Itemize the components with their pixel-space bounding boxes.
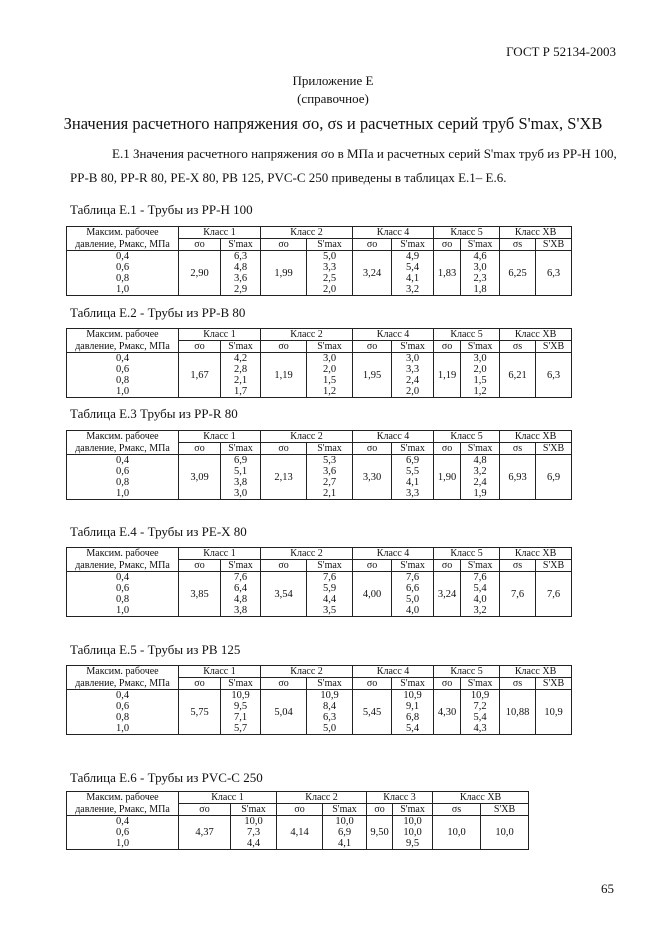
smax-cell: 7,1	[221, 712, 261, 723]
intro-paragraph: Е.1 Значения расчетного напряжения σо в МПа и расчетных серий S'max труб из PP-H 100, PP-B 80, PP-R 80, PE-X 80, PB 125, PVC-C 250 приведены в таблицах Е.1– Е.6.	[70, 146, 617, 185]
class-header: Класс 2	[261, 548, 353, 560]
smax-cell: 6,3	[221, 251, 261, 263]
pressure-header-units: давление, Рмакс, МПа	[67, 341, 179, 353]
subheader-cell: S'XB	[481, 804, 529, 816]
sigma-cell: 1,99	[261, 251, 307, 296]
subheader-cell: S'max	[392, 443, 434, 455]
pressure-header: Максим. рабочее	[67, 666, 179, 678]
sigma-cell: 10,0	[433, 816, 481, 850]
subheader-cell: σs	[500, 341, 536, 353]
subheader-cell: S'max	[461, 239, 500, 251]
class-header: Класс 2	[261, 227, 353, 239]
sxb-cell: 10,9	[536, 690, 572, 735]
class-header: Класс ХВ	[433, 792, 529, 804]
class-header: Класс ХВ	[500, 227, 572, 239]
pressure-cell: 0,4	[67, 251, 179, 263]
smax-cell: 4,8	[461, 455, 500, 467]
subheader-cell: σо	[261, 443, 307, 455]
smax-cell: 2,9	[221, 284, 261, 296]
sigma-cell: 1,19	[261, 353, 307, 398]
smax-cell: 2,4	[461, 477, 500, 488]
smax-cell: 2,4	[392, 375, 434, 386]
pressure-cell: 0,4	[67, 572, 179, 584]
smax-cell: 3,2	[461, 605, 500, 617]
sxb-cell: 10,0	[481, 816, 529, 850]
smax-cell: 2,8	[221, 364, 261, 375]
subheader-cell: σо	[434, 678, 461, 690]
table-caption: Таблица Е.5 - Трубы из PB 125	[70, 642, 241, 657]
subheader-cell: σо	[261, 560, 307, 572]
smax-cell: 7,6	[392, 572, 434, 584]
standard-code: ГОСТ Р 52134-2003	[506, 44, 616, 59]
smax-cell: 10,0	[231, 816, 277, 828]
subheader-cell: σо	[353, 341, 392, 353]
smax-cell: 5,4	[461, 712, 500, 723]
data-table	[66, 430, 572, 500]
smax-cell: 7,6	[221, 572, 261, 584]
subheader-cell: σо	[261, 341, 307, 353]
data-table	[66, 791, 529, 850]
smax-cell: 1,2	[461, 386, 500, 398]
smax-cell: 6,4	[221, 583, 261, 594]
class-header: Класс 5	[434, 666, 500, 678]
smax-cell: 4,1	[392, 477, 434, 488]
sigma-cell: 4,37	[179, 816, 231, 850]
smax-cell: 1,2	[307, 386, 353, 398]
smax-cell: 10,0	[393, 827, 433, 838]
sigma-cell: 6,93	[500, 455, 536, 500]
sigma-cell: 3,54	[261, 572, 307, 617]
sigma-cell: 3,30	[353, 455, 392, 500]
pressure-cell: 0,6	[67, 262, 179, 273]
pressure-cell: 1,0	[67, 488, 179, 500]
sxb-cell: 7,6	[536, 572, 572, 617]
class-header: Класс 4	[353, 548, 434, 560]
sigma-cell: 6,21	[500, 353, 536, 398]
data-table	[66, 665, 572, 735]
subheader-cell: S'max	[221, 560, 261, 572]
smax-cell: 4,8	[221, 594, 261, 605]
smax-cell: 5,3	[307, 455, 353, 467]
class-header: Класс 1	[179, 666, 261, 678]
smax-cell: 5,0	[307, 723, 353, 735]
smax-cell: 1,9	[461, 488, 500, 500]
subheader-cell: S'max	[461, 560, 500, 572]
sigma-cell: 10,88	[500, 690, 536, 735]
pressure-cell: 0,6	[67, 827, 179, 838]
class-header: Класс 5	[434, 227, 500, 239]
pressure-cell: 0,4	[67, 816, 179, 828]
appendix-title: Приложение Е	[292, 73, 374, 88]
class-header: Класс ХВ	[500, 329, 572, 341]
appendix-note: (справочное)	[297, 91, 369, 106]
smax-cell: 10,9	[221, 690, 261, 702]
pressure-header-units: давление, Рмакс, МПа	[67, 239, 179, 251]
pressure-cell: 1,0	[67, 838, 179, 850]
subheader-cell: σо	[434, 443, 461, 455]
subheader-cell: σs	[500, 443, 536, 455]
sigma-cell: 7,6	[500, 572, 536, 617]
subheader-cell: σо	[179, 239, 221, 251]
class-header: Класс 3	[367, 792, 433, 804]
subheader-cell: S'max	[221, 678, 261, 690]
smax-cell: 2,0	[392, 386, 434, 398]
subheader-cell: σо	[179, 804, 231, 816]
subheader-cell: σо	[434, 341, 461, 353]
smax-cell: 10,9	[392, 690, 434, 702]
pressure-cell: 0,8	[67, 477, 179, 488]
sigma-cell: 4,30	[434, 690, 461, 735]
smax-cell: 2,0	[307, 284, 353, 296]
sigma-cell: 1,67	[179, 353, 221, 398]
subheader-cell: σо	[277, 804, 323, 816]
smax-cell: 3,2	[461, 466, 500, 477]
subheader-cell: S'max	[461, 443, 500, 455]
smax-cell: 5,4	[392, 723, 434, 735]
smax-cell: 10,9	[461, 690, 500, 702]
sxb-cell: 6,9	[536, 455, 572, 500]
class-header: Класс 5	[434, 431, 500, 443]
pressure-cell: 0,6	[67, 364, 179, 375]
class-header: Класс 2	[261, 666, 353, 678]
smax-cell: 8,4	[307, 701, 353, 712]
pressure-cell: 0,4	[67, 690, 179, 702]
smax-cell: 1,5	[307, 375, 353, 386]
smax-cell: 2,0	[307, 364, 353, 375]
smax-cell: 3,8	[221, 477, 261, 488]
subheader-cell: σs	[500, 239, 536, 251]
sigma-cell: 4,14	[277, 816, 323, 850]
sigma-cell: 1,19	[434, 353, 461, 398]
smax-cell: 3,0	[461, 262, 500, 273]
sigma-cell: 1,90	[434, 455, 461, 500]
sigma-cell: 1,95	[353, 353, 392, 398]
smax-cell: 3,6	[221, 273, 261, 284]
smax-cell: 7,3	[231, 827, 277, 838]
pressure-header-units: давление, Рмакс, МПа	[67, 678, 179, 690]
smax-cell: 7,6	[461, 572, 500, 584]
sigma-cell: 3,85	[179, 572, 221, 617]
smax-cell: 2,0	[461, 364, 500, 375]
sigma-cell: 6,25	[500, 251, 536, 296]
smax-cell: 1,5	[461, 375, 500, 386]
pressure-cell: 0,6	[67, 583, 179, 594]
smax-cell: 5,4	[392, 262, 434, 273]
pressure-cell: 0,4	[67, 455, 179, 467]
smax-cell: 3,3	[392, 488, 434, 500]
subheader-cell: S'max	[323, 804, 367, 816]
subheader-cell: σо	[353, 239, 392, 251]
subheader-cell: S'max	[392, 239, 434, 251]
class-header: Класс 1	[179, 792, 277, 804]
pressure-header: Максим. рабочее	[67, 431, 179, 443]
smax-cell: 7,2	[461, 701, 500, 712]
smax-cell: 5,9	[307, 583, 353, 594]
sigma-cell: 2,90	[179, 251, 221, 296]
pressure-header-units: давление, Рмакс, МПа	[67, 443, 179, 455]
subheader-cell: S'max	[221, 443, 261, 455]
pressure-cell: 0,8	[67, 712, 179, 723]
subheader-cell: S'XB	[536, 239, 572, 251]
smax-cell: 4,6	[461, 251, 500, 263]
class-header: Класс 4	[353, 666, 434, 678]
class-header: Класс 4	[353, 227, 434, 239]
subheader-cell: S'max	[221, 341, 261, 353]
subheader-cell: S'max	[461, 341, 500, 353]
subheader-cell: S'max	[461, 678, 500, 690]
table-caption: Таблица Е.1 - Трубы из PP-H 100	[70, 202, 253, 217]
subheader-cell: σо	[353, 443, 392, 455]
subheader-cell: σо	[179, 341, 221, 353]
smax-cell: 3,3	[392, 364, 434, 375]
subheader-cell: S'max	[392, 341, 434, 353]
section-title: Значения расчетного напряжения σо, σs и расчетных серий труб S'max, S'XB	[63, 114, 603, 133]
smax-cell: 4,1	[323, 838, 367, 850]
sigma-cell: 5,75	[179, 690, 221, 735]
subheader-cell: S'XB	[536, 678, 572, 690]
class-header: Класс 5	[434, 548, 500, 560]
smax-cell: 6,9	[221, 455, 261, 467]
subheader-cell: σо	[179, 443, 221, 455]
table-caption: Таблица Е.6 - Трубы из PVC-C 250	[70, 770, 263, 785]
class-header: Класс 1	[179, 227, 261, 239]
table-caption: Таблица Е.2 - Трубы из PP-B 80	[70, 305, 246, 320]
smax-cell: 3,0	[307, 353, 353, 365]
smax-cell: 9,1	[392, 701, 434, 712]
class-header: Класс ХВ	[500, 548, 572, 560]
pressure-header: Максим. рабочее	[67, 792, 179, 804]
smax-cell: 5,1	[221, 466, 261, 477]
smax-cell: 4,0	[392, 605, 434, 617]
pressure-cell: 0,6	[67, 466, 179, 477]
sigma-cell: 5,04	[261, 690, 307, 735]
pressure-cell: 0,4	[67, 353, 179, 365]
sxb-cell: 6,3	[536, 251, 572, 296]
pressure-cell: 1,0	[67, 723, 179, 735]
smax-cell: 3,0	[461, 353, 500, 365]
class-header: Класс ХВ	[500, 431, 572, 443]
subheader-cell: σо	[434, 239, 461, 251]
pressure-cell: 0,8	[67, 375, 179, 386]
smax-cell: 3,0	[221, 488, 261, 500]
smax-cell: 3,6	[307, 466, 353, 477]
table-caption: Таблица Е.4 - Трубы из PE-X 80	[70, 524, 247, 539]
subheader-cell: S'max	[392, 560, 434, 572]
smax-cell: 4,0	[461, 594, 500, 605]
data-table	[66, 328, 572, 398]
subheader-cell: S'XB	[536, 443, 572, 455]
smax-cell: 10,9	[307, 690, 353, 702]
subheader-cell: S'max	[307, 678, 353, 690]
smax-cell: 4,8	[221, 262, 261, 273]
subheader-cell: S'max	[307, 560, 353, 572]
smax-cell: 1,8	[461, 284, 500, 296]
class-header: Класс 2	[277, 792, 367, 804]
smax-cell: 4,2	[221, 353, 261, 365]
smax-cell: 2,5	[307, 273, 353, 284]
subheader-cell: S'max	[393, 804, 433, 816]
sxb-cell: 6,3	[536, 353, 572, 398]
smax-cell: 10,0	[393, 816, 433, 828]
smax-cell: 5,4	[461, 583, 500, 594]
class-header: Класс 2	[261, 329, 353, 341]
sigma-cell: 1,83	[434, 251, 461, 296]
data-table	[66, 547, 572, 617]
smax-cell: 4,1	[392, 273, 434, 284]
subheader-cell: σs	[500, 560, 536, 572]
smax-cell: 6,9	[392, 455, 434, 467]
smax-cell: 9,5	[221, 701, 261, 712]
subheader-cell: σо	[179, 560, 221, 572]
class-header: Класс 1	[179, 431, 261, 443]
sigma-cell: 9,50	[367, 816, 393, 850]
pressure-cell: 1,0	[67, 605, 179, 617]
class-header: Класс 4	[353, 431, 434, 443]
smax-cell: 2,1	[307, 488, 353, 500]
subheader-cell: S'XB	[536, 560, 572, 572]
subheader-cell: σо	[179, 678, 221, 690]
smax-cell: 7,6	[307, 572, 353, 584]
class-header: Класс 1	[179, 329, 261, 341]
smax-cell: 5,7	[221, 723, 261, 735]
subheader-cell: S'max	[392, 678, 434, 690]
smax-cell: 4,9	[392, 251, 434, 263]
subheader-cell: σо	[353, 560, 392, 572]
class-header: Класс 5	[434, 329, 500, 341]
class-header: Класс ХВ	[500, 666, 572, 678]
subheader-cell: σо	[353, 678, 392, 690]
page-number: 65	[601, 881, 614, 896]
sigma-cell: 5,45	[353, 690, 392, 735]
pressure-cell: 0,8	[67, 594, 179, 605]
smax-cell: 5,5	[392, 466, 434, 477]
smax-cell: 4,4	[231, 838, 277, 850]
smax-cell: 6,6	[392, 583, 434, 594]
smax-cell: 1,7	[221, 386, 261, 398]
smax-cell: 3,8	[221, 605, 261, 617]
pressure-header-units: давление, Рмакс, МПа	[67, 560, 179, 572]
smax-cell: 2,3	[461, 273, 500, 284]
smax-cell: 3,3	[307, 262, 353, 273]
smax-cell: 4,4	[307, 594, 353, 605]
pressure-header: Максим. рабочее	[67, 329, 179, 341]
smax-cell: 5,0	[307, 251, 353, 263]
smax-cell: 9,5	[393, 838, 433, 850]
pressure-header-units: давление, Рмакс, МПа	[67, 804, 179, 816]
smax-cell: 10,0	[323, 816, 367, 828]
pressure-cell: 0,6	[67, 701, 179, 712]
smax-cell: 3,5	[307, 605, 353, 617]
class-header: Класс 2	[261, 431, 353, 443]
table-caption: Таблица Е.3 Трубы из PP-R 80	[70, 406, 238, 421]
pressure-cell: 0,8	[67, 273, 179, 284]
data-table	[66, 226, 572, 296]
smax-cell: 5,0	[392, 594, 434, 605]
smax-cell: 3,0	[392, 353, 434, 365]
subheader-cell: σs	[433, 804, 481, 816]
pressure-header: Максим. рабочее	[67, 548, 179, 560]
sigma-cell: 3,24	[353, 251, 392, 296]
smax-cell: 4,3	[461, 723, 500, 735]
smax-cell: 3,2	[392, 284, 434, 296]
smax-cell: 6,9	[323, 827, 367, 838]
subheader-cell: σо	[261, 239, 307, 251]
pressure-header: Максим. рабочее	[67, 227, 179, 239]
subheader-cell: S'max	[231, 804, 277, 816]
subheader-cell: σs	[500, 678, 536, 690]
smax-cell: 6,3	[307, 712, 353, 723]
sigma-cell: 3,24	[434, 572, 461, 617]
sigma-cell: 4,00	[353, 572, 392, 617]
subheader-cell: S'max	[307, 341, 353, 353]
pressure-cell: 1,0	[67, 386, 179, 398]
subheader-cell: σо	[261, 678, 307, 690]
sigma-cell: 3,09	[179, 455, 221, 500]
subheader-cell: σо	[367, 804, 393, 816]
pressure-cell: 1,0	[67, 284, 179, 296]
subheader-cell: S'max	[307, 239, 353, 251]
sigma-cell: 2,13	[261, 455, 307, 500]
subheader-cell: S'max	[307, 443, 353, 455]
subheader-cell: S'XB	[536, 341, 572, 353]
class-header: Класс 4	[353, 329, 434, 341]
subheader-cell: S'max	[221, 239, 261, 251]
smax-cell: 6,8	[392, 712, 434, 723]
smax-cell: 2,7	[307, 477, 353, 488]
smax-cell: 2,1	[221, 375, 261, 386]
subheader-cell: σо	[434, 560, 461, 572]
class-header: Класс 1	[179, 548, 261, 560]
